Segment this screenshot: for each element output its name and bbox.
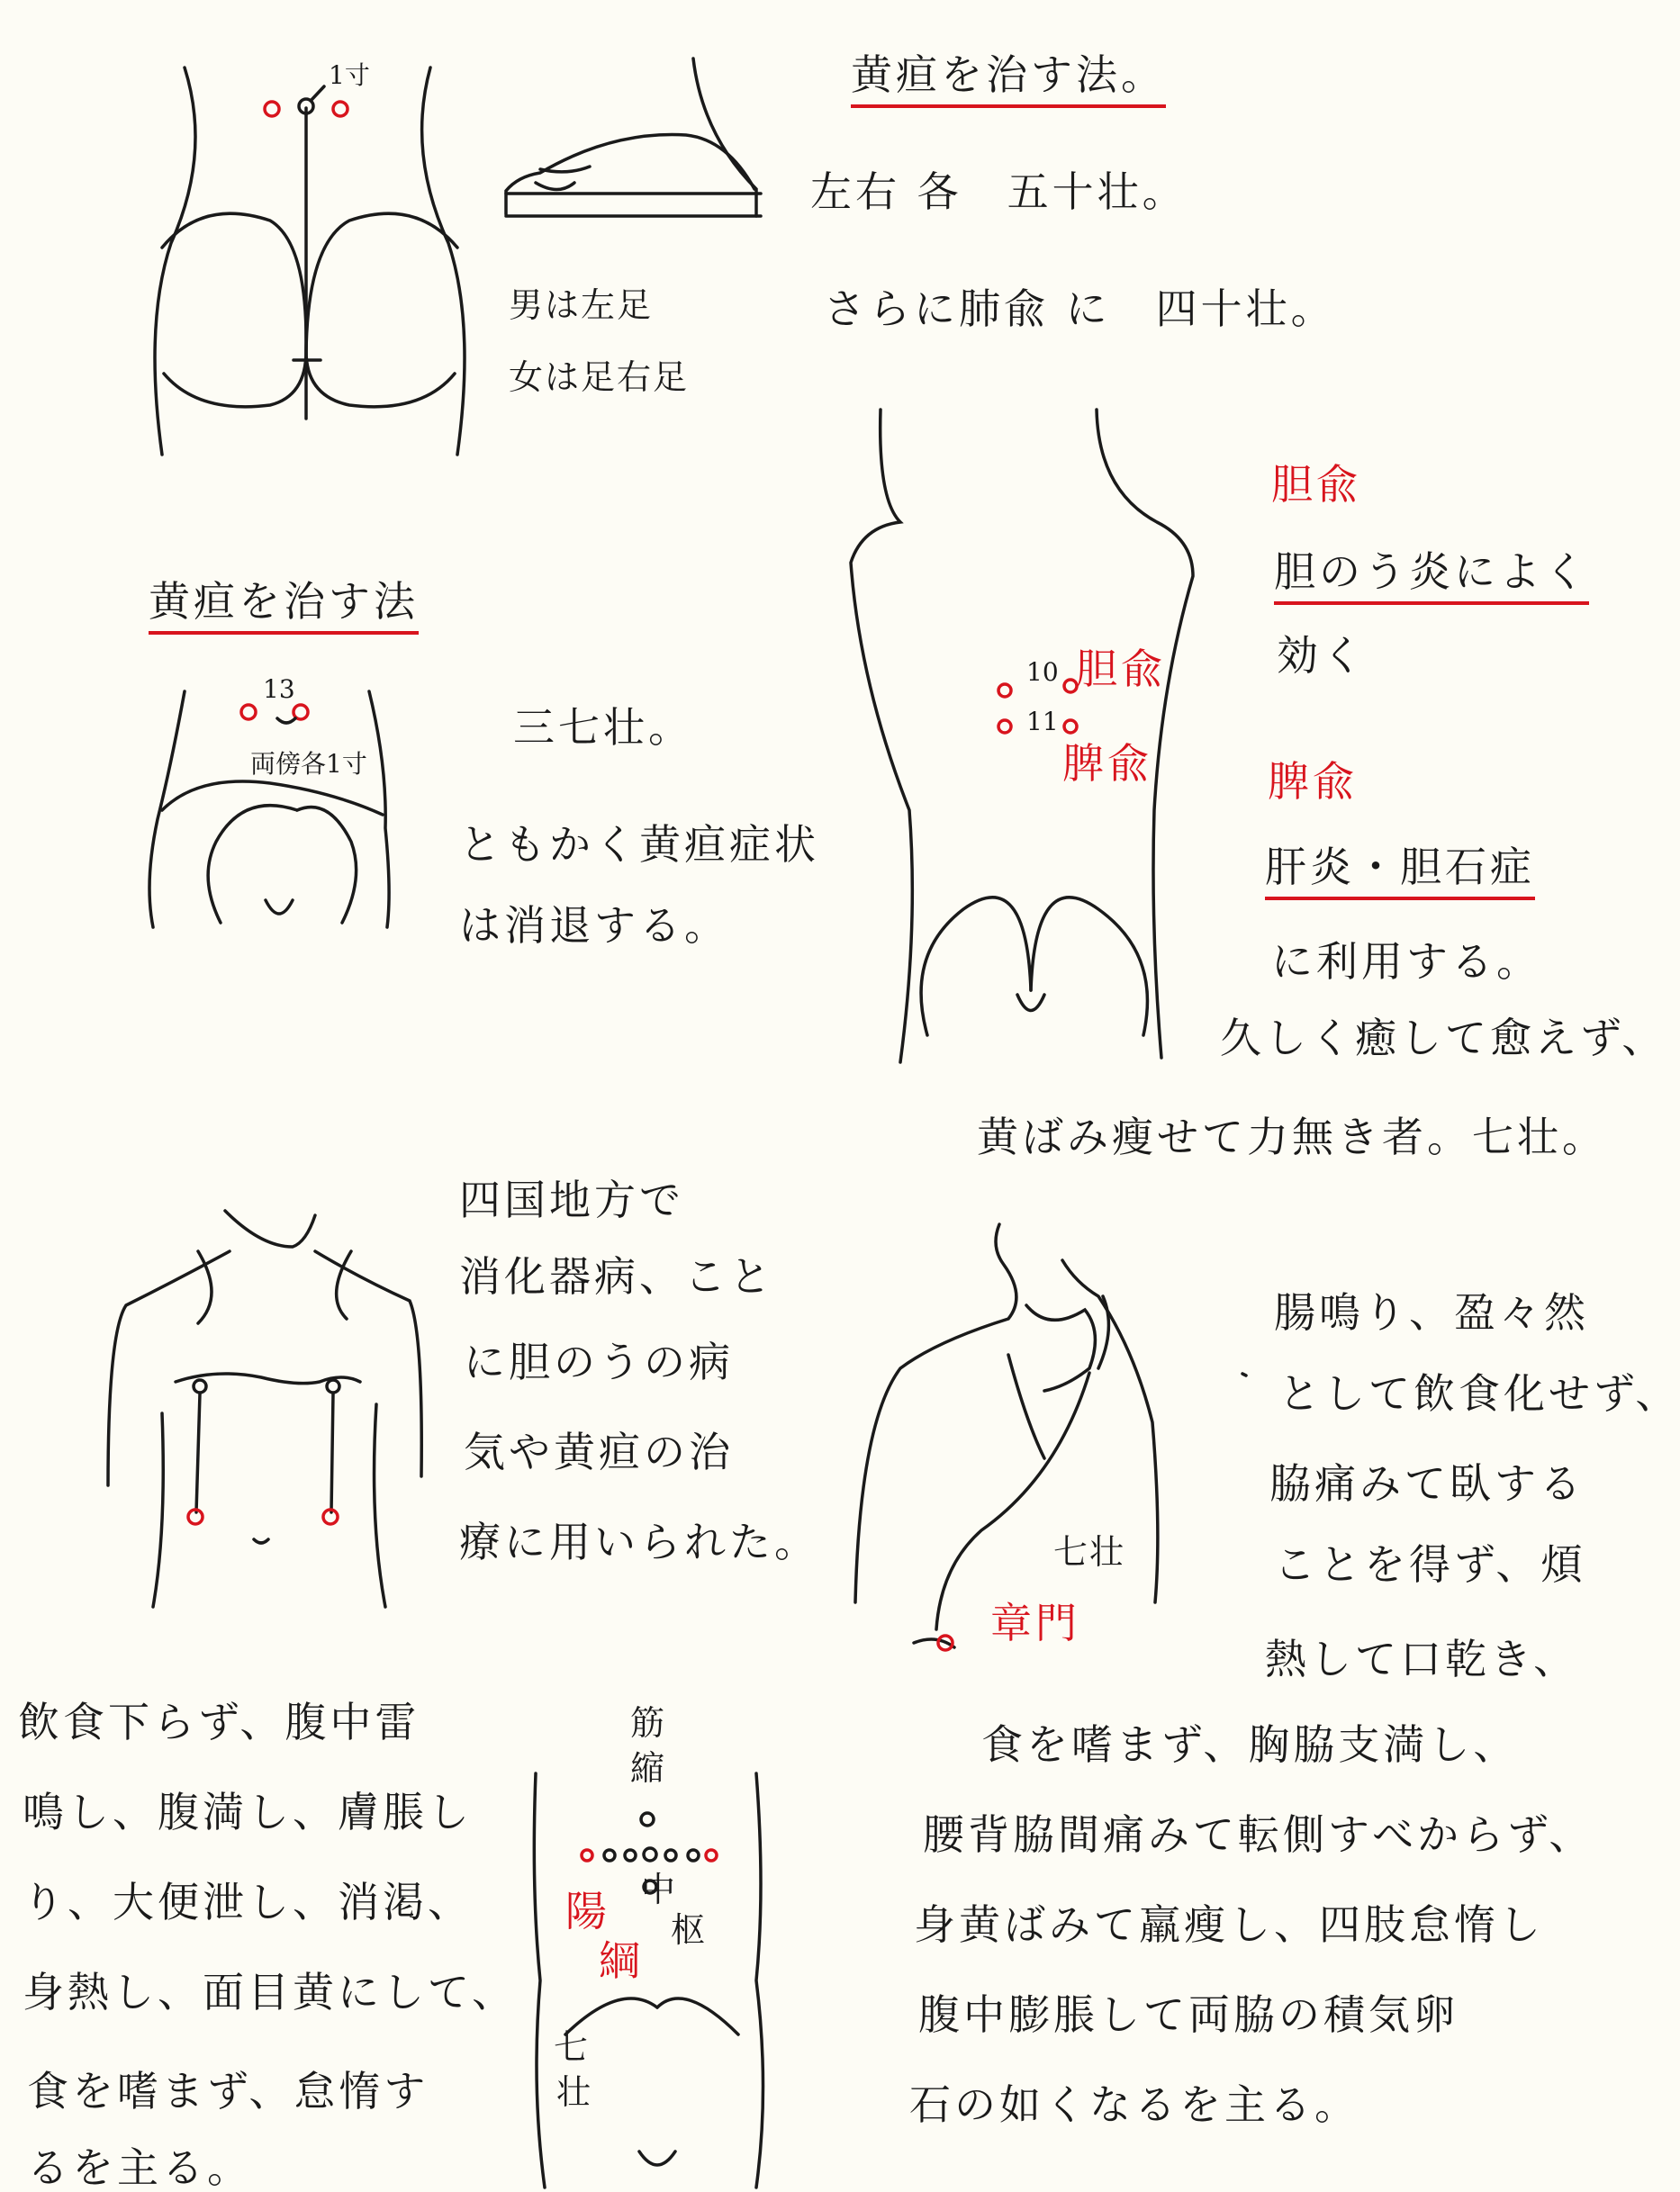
figure-back-shoulders xyxy=(851,410,1193,1062)
s6-fig-red2: 綱 xyxy=(599,1936,644,1985)
s2-num: 13 xyxy=(263,674,295,704)
s3-line1: 久しく癒して愈えず、 xyxy=(1220,1014,1667,1062)
s5-line2: として飲食化せず、 xyxy=(1278,1369,1680,1418)
figure-lower-back-2 xyxy=(149,691,389,927)
s2-note1: ともかく黄疸症状 xyxy=(459,820,819,869)
s2-side: 両傍各1寸 xyxy=(250,749,367,779)
s5-line1: 腸鳴り、盈々然 xyxy=(1274,1288,1589,1337)
s5-fig-point: 章門 xyxy=(990,1599,1080,1647)
s3-point1-desc1 xyxy=(1274,547,1589,596)
s4-line5: 療に用いられた。 xyxy=(459,1518,819,1566)
s5-fig-dose: 七壮 xyxy=(1053,1532,1126,1572)
s6-line1: 飲食下らず、腹中雷 xyxy=(18,1698,420,1746)
s3-fig-label2: 脾兪 xyxy=(1062,739,1152,788)
s2-note2: は消退する。 xyxy=(459,901,729,950)
s3-point2-desc2: に利用する。 xyxy=(1271,937,1541,986)
s3-fig-num1: 10 xyxy=(1026,657,1059,687)
s6-fig-top1: 筋 xyxy=(630,1703,667,1743)
s5-line10: 石の如くなるを主る。 xyxy=(909,2080,1359,2129)
s6-line2: 鳴し、腹満し、膚脹し xyxy=(23,1788,473,1836)
s4-line2: 消化器病、こと xyxy=(459,1252,774,1301)
s1-rule-female: 女は足右足 xyxy=(509,357,690,397)
s6-fig-top2: 縮 xyxy=(630,1748,667,1788)
s3-point2-desc1 xyxy=(1265,843,1535,891)
s2-heading-text: 黄疸を治す法 xyxy=(149,577,419,635)
s3-point1-title: 胆兪 xyxy=(1271,460,1361,509)
s4-line4: 気や黄疸の治 xyxy=(464,1428,734,1476)
s5-line3: 脇痛みて臥する xyxy=(1269,1459,1585,1508)
s3-line2: 黄ばみ瘦せて力無き者。七壮。 xyxy=(977,1113,1607,1161)
s6-line6: るを主る。 xyxy=(27,2143,252,2192)
s6-fig-red1: 陽 xyxy=(565,1887,610,1935)
s4-line1: 四国地方で xyxy=(459,1176,684,1224)
s6-fig-dose1: 七 xyxy=(554,2027,591,2067)
s3-point1-desc2: 効く xyxy=(1277,631,1367,680)
s3-point2-title: 脾兪 xyxy=(1268,757,1358,806)
s1-line2: さらに肺兪 に 四十壮。 xyxy=(824,284,1336,333)
figure-foot xyxy=(506,59,761,216)
s6-fig-dose2: 壮 xyxy=(556,2072,593,2112)
s6-fig-center1: 中 xyxy=(641,1870,678,1909)
s6-line4: 身熱し、面目黄にして、 xyxy=(23,1968,518,2016)
s5-line7: 腰背脇間痛みて転側すべからず、 xyxy=(923,1810,1594,1859)
figure-lower-back-3 xyxy=(534,1773,763,2187)
s6-line5: 食を嗜まず、怠惰す xyxy=(27,2067,429,2115)
s3-point2-desc1-text: 肝炎・胆石症 xyxy=(1265,843,1535,900)
s6-line3: り、大便泄し、消渇、 xyxy=(23,1878,473,1926)
figure-front-torso xyxy=(108,1211,421,1607)
s5-line9: 腹中膨脹して両脇の積気卵 xyxy=(918,1990,1459,2039)
s1-mark: 1寸 xyxy=(329,60,370,90)
s3-fig-label1: 胆兪 xyxy=(1076,645,1166,693)
s5-line6: 食を嗜まず、胸脇支満し、 xyxy=(981,1720,1519,1769)
s2-dose: 三七壮。 xyxy=(513,703,693,752)
s2-heading xyxy=(149,577,419,626)
s6-fig-center2: 枢 xyxy=(671,1910,708,1950)
s1-line1: 左右 各 五十壮。 xyxy=(810,167,1188,216)
figure-side-torso xyxy=(855,1224,1246,1650)
s5-line4: ことを得ず、煩 xyxy=(1274,1540,1586,1589)
s1-rule-male: 男は左足 xyxy=(509,285,654,325)
s3-fig-num2: 11 xyxy=(1026,707,1059,736)
figure-lower-back-1 xyxy=(155,68,465,455)
s1-heading xyxy=(851,50,1166,99)
s4-line3: に胆のうの病 xyxy=(464,1338,734,1386)
s5-line8: 身黄ばみて羸瘦し、四肢怠惰し xyxy=(914,1900,1544,1949)
s1-heading-text: 黄疸を治す法。 xyxy=(851,50,1166,108)
s5-line5: 熱して口乾き、 xyxy=(1265,1635,1579,1683)
s3-point1-desc1-text: 胆のう炎によく xyxy=(1274,547,1589,605)
